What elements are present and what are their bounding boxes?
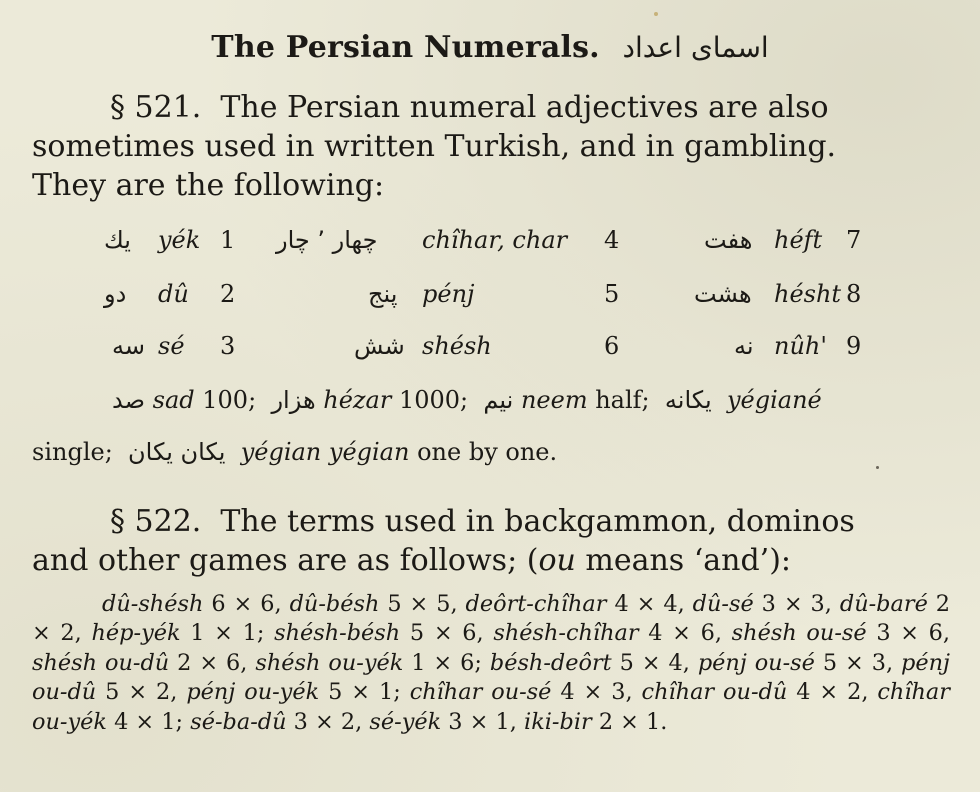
thousand-translit: hézar [323, 386, 392, 414]
hundred-meaning: 100; [202, 386, 257, 414]
numeral-6-translit: shésh [422, 332, 492, 360]
title-arabic: اسمای اعداد [622, 31, 769, 64]
game-term-name: bésh-deôrt [489, 649, 612, 676]
numeral-1-translit: yék [158, 226, 201, 254]
single-meaning: single; [32, 438, 113, 466]
game-term-name: sé-ba-dû [190, 708, 287, 735]
paper-speck [654, 12, 658, 16]
game-term [698, 650, 893, 676]
game-term-value: 1 × 1; [190, 620, 265, 647]
game-term-name: deôrt-chîhar [465, 591, 607, 617]
game-term [693, 591, 832, 617]
section-522-number: § 522. [110, 504, 202, 539]
single-arabic: یکانه [664, 386, 712, 414]
game-term-name: chîhar ou-sé [409, 679, 552, 706]
half-translit: neem [520, 386, 588, 414]
one-by-one-meaning: one by one. [417, 438, 558, 466]
game-term-value: 2 × 2, [32, 591, 951, 647]
hundred-translit: sad [152, 386, 195, 414]
game-term-name: shésh-bésh [274, 620, 401, 647]
numeral-1-arabic: یك [104, 226, 131, 254]
numeral-6-arabic: شش [354, 332, 405, 360]
one-by-one-translit: yégian yégian [240, 438, 410, 466]
numeral-2-value: 2 [220, 280, 236, 308]
game-term [732, 620, 950, 646]
game-term [32, 650, 247, 676]
game-term-name: shésh ou-dû [32, 649, 170, 676]
paper-speck [876, 466, 879, 469]
game-term-value: 4 × 6, [648, 620, 722, 647]
game-term-value: 5 × 5, [387, 591, 458, 617]
game-term-value: 1 × 6; [411, 649, 482, 676]
numeral-5-value: 5 [604, 280, 620, 308]
numeral-9-value: 9 [846, 332, 862, 360]
numeral-7-arabic: هفت [704, 226, 753, 254]
game-term [466, 591, 685, 617]
section-522 [32, 502, 952, 580]
one-by-one-arabic: یکان یکان [128, 438, 226, 466]
game-terms-list [32, 590, 950, 737]
ou-word: ou [538, 543, 576, 578]
game-term [255, 650, 482, 676]
game-term-value: 4 × 4, [614, 591, 685, 617]
single-translit: yégiané [726, 386, 822, 414]
numeral-4-value: 4 [604, 226, 620, 254]
game-term-name: pénj ou-yék [186, 679, 320, 706]
game-term-value: 5 × 2, [105, 679, 178, 706]
numeral-7-translit: héft [774, 226, 823, 254]
numeral-2-translit: dû [158, 280, 189, 308]
numeral-5-arabic: پنج [368, 280, 398, 308]
numeral-1-value: 1 [220, 226, 236, 254]
game-term-value: 3 × 3, [761, 591, 832, 617]
section-522-line-1: § 522. The terms used in backgammon, dominos [110, 504, 855, 539]
numeral-4-arabic: چهار ٬ چار [276, 226, 378, 254]
game-term-name: iki-bir [524, 708, 592, 735]
game-term-value: 5 × 4, [619, 649, 690, 676]
game-term [642, 679, 869, 705]
section-521-line-3: They are the following: [32, 168, 385, 203]
game-term-value: 5 × 6, [409, 620, 484, 647]
game-term-name: dû-sé [692, 591, 754, 617]
numeral-2-arabic: دو [104, 280, 127, 308]
game-term-name: hép-yék [91, 620, 181, 647]
section-521 [32, 88, 952, 205]
section-521-line-1: § 521. The Persian numeral adjectives are also [110, 90, 829, 125]
numeral-8-value: 8 [846, 280, 862, 308]
half-arabic: نیم [483, 386, 514, 414]
game-term-name: shésh-chîhar [493, 620, 639, 647]
game-term [290, 591, 458, 617]
thousand-arabic: هزار [271, 386, 316, 414]
game-term-value: 4 × 1; [114, 708, 184, 735]
numeral-8-arabic: هشت [694, 280, 752, 308]
numeral-3-arabic: سه [112, 332, 145, 360]
game-term [524, 709, 667, 735]
game-term [102, 591, 282, 617]
thousand-meaning: 1000; [398, 386, 469, 414]
game-term-value: 5 × 1; [328, 679, 401, 706]
game-term-name: chîhar ou-yék [32, 679, 950, 735]
numeral-9-arabic: نه [734, 332, 754, 360]
numeral-9-translit: nûh' [774, 332, 827, 360]
game-term-value: 3 × 1, [448, 708, 517, 735]
game-term-value: 2 × 6, [177, 649, 248, 676]
section-521-line-2: sometimes used in written Turkish, and in gambling. [32, 129, 837, 164]
numeral-3-translit: sé [158, 332, 185, 360]
game-term-value: 3 × 6, [876, 620, 951, 647]
game-term-name: chîhar ou-dû [641, 679, 788, 706]
numeral-3-value: 3 [220, 332, 236, 360]
game-term-name: sé-yék [369, 708, 442, 735]
game-term-name: dû-shésh [102, 591, 204, 617]
page-title [0, 30, 980, 65]
game-term [369, 709, 517, 735]
game-term-name: dû-bésh [289, 591, 380, 617]
game-term [493, 620, 722, 646]
numeral-6-value: 6 [604, 332, 620, 360]
game-term [190, 709, 362, 735]
game-term-name: pénj ou-dû [32, 649, 950, 706]
game-term-value: 4 × 3, [560, 679, 633, 706]
half-meaning: half; [595, 386, 650, 414]
game-term-value: 5 × 3, [822, 649, 894, 676]
extra-numerals-line-2 [32, 438, 557, 466]
game-term [186, 679, 400, 705]
game-term [92, 620, 265, 646]
section-521-number: § 521. [110, 90, 202, 125]
extra-numerals-line-1 [112, 386, 822, 414]
game-term-name: shésh ou-sé [731, 620, 867, 647]
game-term [410, 679, 633, 705]
numeral-7-value: 7 [846, 226, 862, 254]
game-term-name: pénj ou-sé [697, 649, 815, 676]
game-term-name: shésh ou-yék [255, 649, 404, 676]
numeral-5-translit: pénj [422, 280, 475, 308]
game-term-name: dû-baré [839, 591, 928, 617]
game-term-value: 4 × 2, [796, 679, 869, 706]
game-term-value: 6 × 6, [211, 591, 282, 617]
numeral-4-translit: chîhar, char [422, 226, 568, 254]
game-term-value: 3 × 2, [293, 708, 363, 735]
game-term-value: 2 × 1. [598, 708, 668, 735]
title-english: The Persian Numerals. [211, 30, 600, 65]
game-term [490, 650, 690, 676]
game-term [274, 620, 484, 646]
hundred-arabic: صد [112, 386, 145, 414]
ou-meaning: means ‘and’): [585, 543, 792, 578]
section-522-line-2: and other games are as follows; (ou means ‘and’): [32, 543, 792, 578]
numeral-8-translit: hésht [774, 280, 842, 308]
